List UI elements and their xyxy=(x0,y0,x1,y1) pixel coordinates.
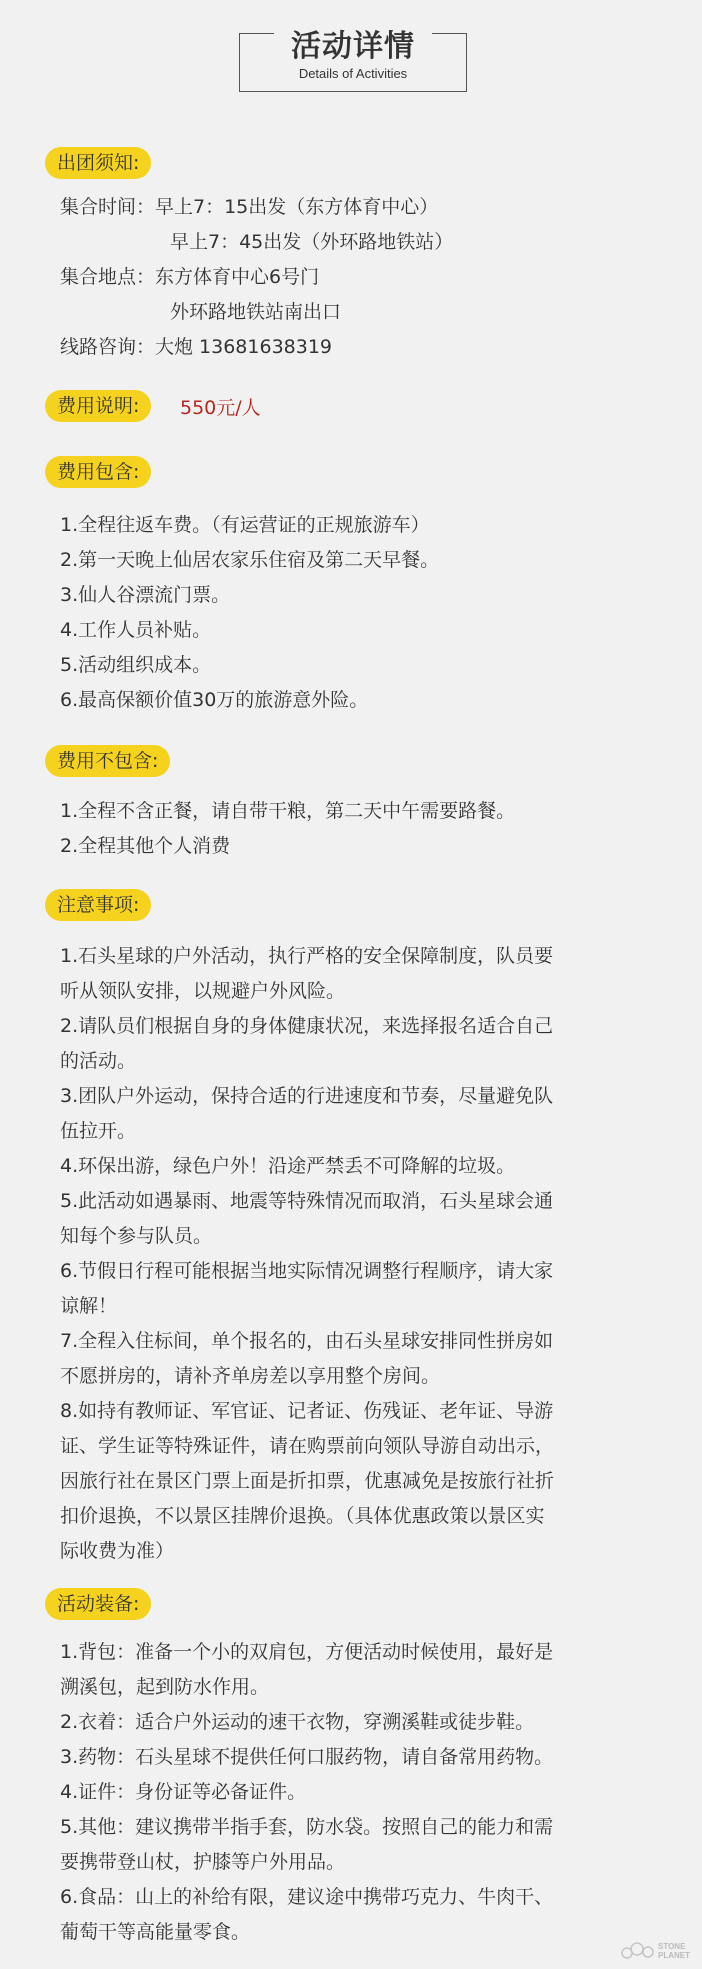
gear-line: 4.证件：身份证等必备证件。 xyxy=(60,1781,307,1803)
attention-line: 不愿拼房的，请补齐单房差以享用整个房间。 xyxy=(60,1365,441,1387)
attention-line: 知每个参与队员。 xyxy=(60,1225,213,1247)
attention-line: 5.此活动如遇暴雨、地震等特殊情况而取消，石头星球会通 xyxy=(60,1190,554,1212)
notice-line: 线路咨询：大炮 13681638319 xyxy=(60,336,333,358)
excludes-item: 1.全程不含正餐，请自带干粮，第二天中午需要路餐。 xyxy=(60,800,516,822)
fee-price: 550元/人 xyxy=(180,397,261,419)
notice-line: 外环路地铁站南出口 xyxy=(170,301,342,323)
attention-line: 4.环保出游，绿色户外！沿途严禁丢不可降解的垃圾。 xyxy=(60,1155,516,1177)
excludes-item: 2.全程其他个人消费 xyxy=(60,835,231,857)
page-title: 活动详情 xyxy=(291,29,415,64)
includes-item: 1.全程往返车费。（有运营证的正规旅游车） xyxy=(60,514,430,536)
gear-line: 2.衣着：适合户外运动的速干衣物，穿溯溪鞋或徒步鞋。 xyxy=(60,1711,535,1733)
attention-line: 证、学生证等特殊证件，请在购票前向领队导游自动出示， xyxy=(60,1435,555,1457)
attention-line: 际收费为准） xyxy=(60,1540,175,1562)
stone-planet-watermark xyxy=(621,1939,697,1963)
gear-line: 要携带登山杖，护膝等户外用品。 xyxy=(60,1851,346,1873)
attention-line: 8.如持有教师证、军官证、记者证、伤残证、老年证、导游 xyxy=(60,1400,554,1422)
attention-line: 的活动。 xyxy=(60,1050,137,1072)
page-subtitle: Details of Activities xyxy=(298,66,408,81)
includes-item: 2.第一天晚上仙居农家乐住宿及第二天早餐。 xyxy=(60,549,440,571)
page-title-frame xyxy=(239,29,467,92)
includes-item: 4.工作人员补贴。 xyxy=(60,619,212,641)
watermark-text: PLANET xyxy=(658,1951,690,1960)
fee-tag: 费用说明: xyxy=(45,390,151,422)
attention-line: 1.石头星球的户外活动，执行严格的安全保障制度，队员要 xyxy=(60,945,554,967)
includes-tag: 费用包含: xyxy=(45,456,151,488)
includes-item: 6.最高保额价值30万的旅游意外险。 xyxy=(60,689,369,711)
gear-tag: 活动装备: xyxy=(45,1588,151,1620)
notice-line: 集合地点：东方体育中心6号门 xyxy=(60,266,320,288)
gear-line: 1.背包：准备一个小的双肩包，方便活动时候使用，最好是 xyxy=(60,1641,554,1663)
attention-line: 伍拉开。 xyxy=(60,1120,137,1142)
attention-line: 因旅行社在景区门票上面是折扣票，优惠减免是按旅行社折 xyxy=(60,1470,555,1492)
stone-planet-logo-icon xyxy=(621,1939,655,1961)
gear-line: 溯溪包，起到防水作用。 xyxy=(60,1676,270,1698)
gear-line: 6.食品：山上的补给有限，建议途中携带巧克力、牛肉干、 xyxy=(60,1886,554,1908)
attention-line: 6.节假日行程可能根据当地实际情况调整行程顺序，请大家 xyxy=(60,1260,554,1282)
notice-line: 早上7：45出发（外环路地铁站） xyxy=(170,231,454,253)
attention-line: 3.团队户外运动，保持合适的行进速度和节奏，尽量避免队 xyxy=(60,1085,554,1107)
gear-line: 葡萄干等高能量零食。 xyxy=(60,1921,251,1943)
excludes-tag: 费用不包含: xyxy=(45,745,170,777)
watermark-text: STONE xyxy=(658,1942,686,1951)
notice-line: 集合时间：早上7：15出发（东方体育中心） xyxy=(60,196,439,218)
attention-line: 2.请队员们根据自身的身体健康状况，来选择报名适合自己 xyxy=(60,1015,554,1037)
notice-tag: 出团须知: xyxy=(45,147,151,179)
gear-line: 3.药物：石头星球不提供任何口服药物，请自备常用药物。 xyxy=(60,1746,554,1768)
attention-line: 7.全程入住标间，单个报名的，由石头星球安排同性拼房如 xyxy=(60,1330,554,1352)
attention-line: 扣价退换，不以景区挂牌价退换。（具体优惠政策以景区实 xyxy=(60,1505,545,1527)
attention-line: 听从领队安排，以规避户外风险。 xyxy=(60,980,346,1002)
attention-tag: 注意事项: xyxy=(45,889,151,921)
includes-item: 5.活动组织成本。 xyxy=(60,654,212,676)
gear-line: 5.其他：建议携带半指手套，防水袋。按照自己的能力和需 xyxy=(60,1816,554,1838)
includes-item: 3.仙人谷漂流门票。 xyxy=(60,584,231,606)
attention-line: 谅解！ xyxy=(60,1295,118,1317)
